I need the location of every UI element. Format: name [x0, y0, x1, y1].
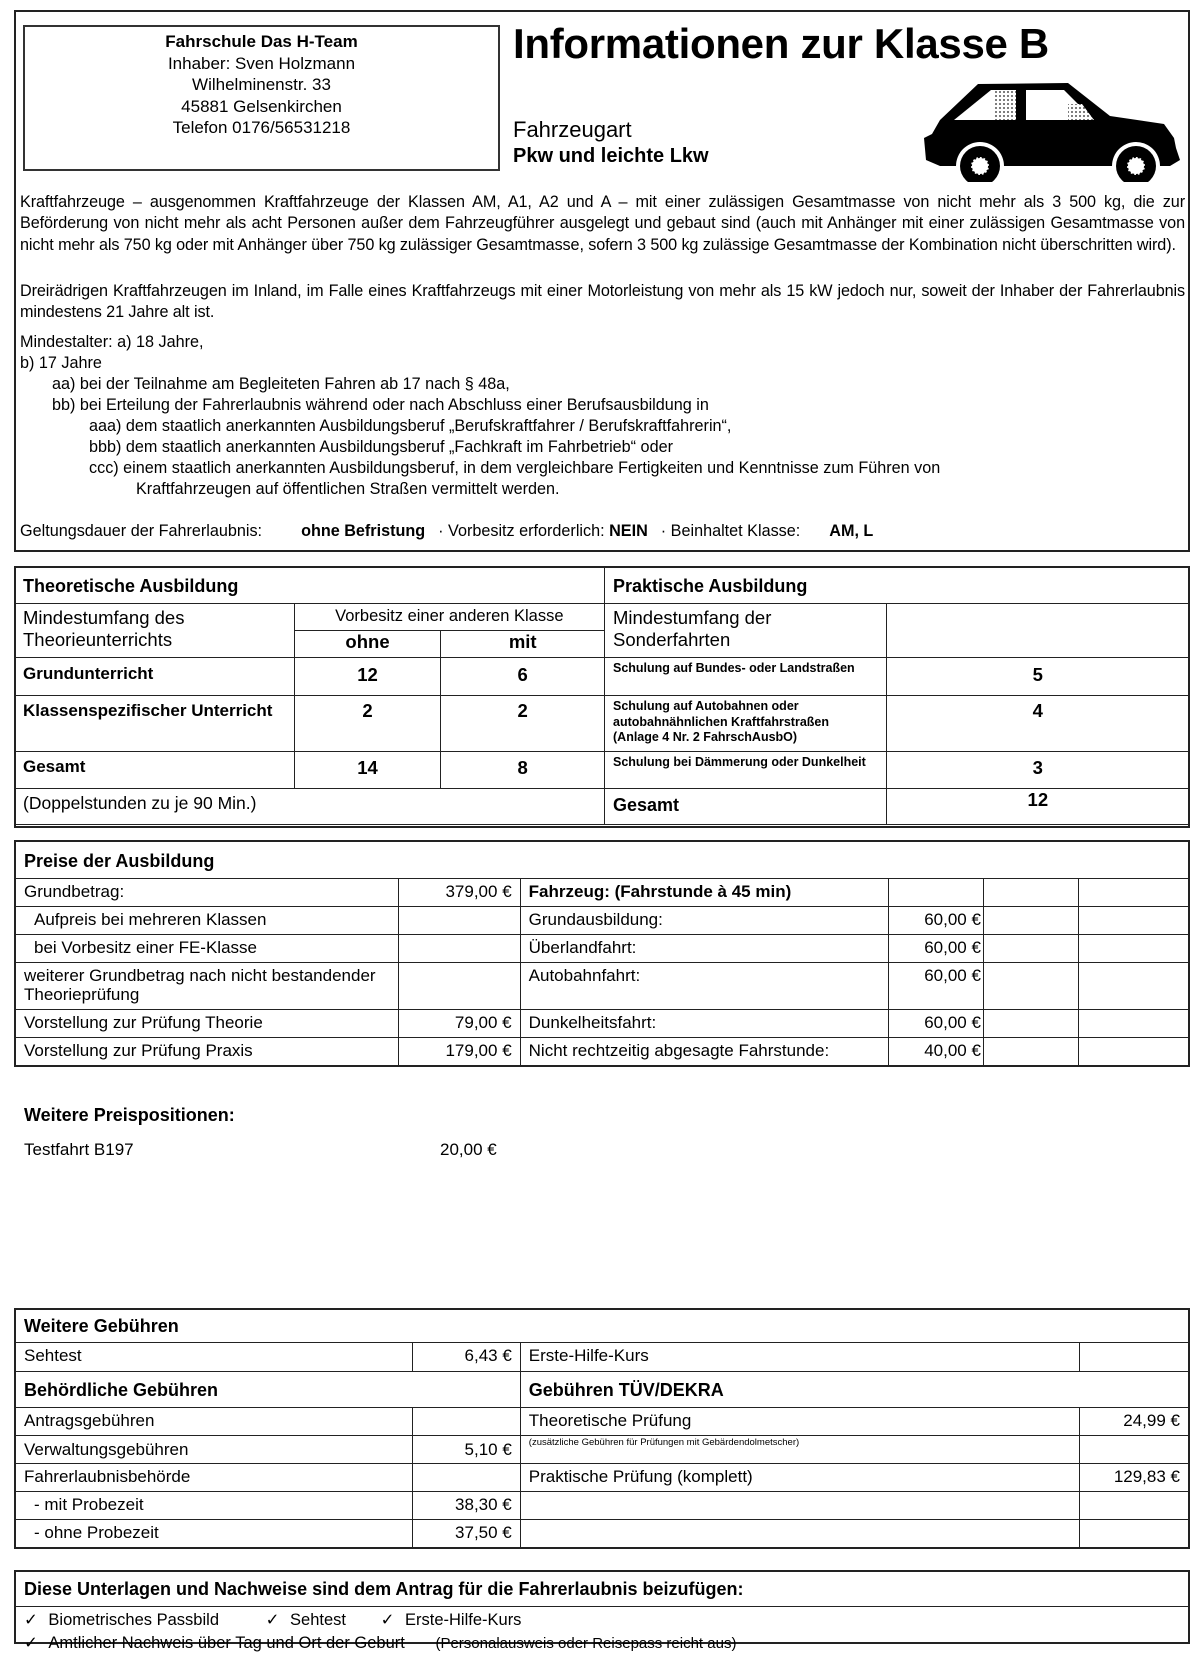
theory-row-with: 8 — [441, 752, 605, 789]
practice-total-value: 12 — [886, 789, 1189, 825]
empty-cell — [983, 962, 1078, 1009]
price-value — [398, 934, 520, 962]
empty-cell — [1078, 962, 1189, 1009]
col-without: ohne — [294, 631, 441, 658]
practice-row-label: Schulung bei Dämmerung oder Dunkelheit — [605, 752, 887, 789]
document-item: Sehtest — [290, 1611, 346, 1629]
lesson-price: 60,00 € — [889, 962, 984, 1009]
price-value: 79,00 € — [398, 1009, 520, 1037]
check-icon: ✓ — [24, 1634, 38, 1652]
document-note: (Personalausweis oder Reisepass reicht aus) — [435, 1635, 737, 1652]
prices-title: Preise der Ausbildung — [15, 841, 1189, 878]
price-value: 379,00 € — [398, 878, 520, 906]
school-city: 45881 Gelsenkirchen — [181, 96, 342, 116]
practice-row-label: Schulung auf Autobahnen oder autobahnähnlichen Kraftfahrstraßen (Anlage 4 Nr. 2 FahrschAusbO) — [605, 696, 887, 752]
theory-row-label: Grundunterricht — [15, 658, 295, 696]
tuv-fee-value: 24,99 € — [1079, 1407, 1189, 1435]
authority-fee-label: Antragsgebühren — [15, 1407, 412, 1435]
min-age-line: b) 17 Jahre — [20, 354, 102, 372]
documents-title: Diese Unterlagen und Nachweise sind dem Antrag für die Fahrerlaubnis beizufügen: — [24, 1579, 744, 1599]
authority-fee-value — [412, 1463, 520, 1491]
theory-row-with: 6 — [441, 658, 605, 696]
authority-fee-value — [412, 1407, 520, 1435]
practice-table — [604, 566, 1190, 825]
authority-fee-value: 38,30 € — [412, 1491, 520, 1519]
price-label: Grundbetrag: — [15, 878, 398, 906]
price-label: Vorstellung zur Prüfung Theorie — [15, 1009, 398, 1037]
theory-note: (Doppelstunden zu je 90 Min.) — [15, 789, 605, 825]
practice-row-value: 5 — [886, 658, 1189, 696]
lesson-price: 40,00 € — [889, 1037, 984, 1066]
authority-fee-label: Verwaltungsgebühren — [15, 1435, 412, 1463]
school-name: Fahrschule Das H-Team — [165, 32, 358, 51]
page-title: Informationen zur Klasse B — [513, 20, 1049, 67]
check-icon: ✓ — [265, 1611, 280, 1629]
school-address-box — [23, 25, 500, 171]
lesson-price: 60,00 € — [889, 906, 984, 934]
empty-cell — [983, 1009, 1078, 1037]
empty-cell — [1078, 906, 1189, 934]
validity-line — [20, 522, 873, 541]
vehicle-type-label: Fahrzeugart — [513, 117, 632, 142]
check-icon: ✓ — [24, 1611, 38, 1629]
fees-title: Weitere Gebühren — [15, 1309, 1189, 1342]
prior-required-value: NEIN — [609, 522, 648, 540]
practice-scope-label: Mindestumfang der Sonderfahrten — [605, 604, 887, 658]
empty-cell — [889, 878, 984, 906]
tuv-fee-note: (zusätzliche Gebühren für Prüfungen mit Gebärdendolmetscher) — [520, 1435, 1079, 1463]
validity-value: ohne Befristung — [301, 522, 426, 540]
min-age-line: aaa) dem staatlich anerkannten Ausbildungsberuf „Berufskraftfahrer / Berufskraftfahrerin“, — [89, 417, 732, 435]
tuv-fee-label — [520, 1491, 1079, 1519]
tuv-fee-label: Theoretische Prüfung — [520, 1407, 1079, 1435]
check-icon: ✓ — [380, 1611, 395, 1629]
theory-row-with: 2 — [441, 696, 605, 752]
first-aid-value — [1079, 1342, 1189, 1371]
extra-position-value: 20,00 € — [440, 1140, 497, 1159]
class-definition-paragraph: Kraftfahrzeuge – ausgenommen Kraftfahrzeuge der Klassen AM, A1, A2 und A – mit einer zulässigen Gesamtmasse von nicht mehr als 3 500 kg, die zur Beförderung von nicht mehr als acht Personen außer dem Fahrzeugführer ausgelegt und gebaut sind (auch mit Anhänger mit einer zulässigen Gesamtmasse von nicht mehr als 750 kg oder mit Anhänger über 750 kg zulässiger Gesamtmasse, sofern 3 500 kg zulässige Gesamtmasse der Kombination nicht überschritten wird). — [20, 193, 1185, 254]
includes-class-value: AM, L — [829, 522, 874, 540]
authority-fee-value: 37,50 € — [412, 1519, 520, 1548]
theory-scope-label: Mindestumfang des Theorieunterrichts — [15, 604, 295, 658]
price-label: Vorstellung zur Prüfung Praxis — [15, 1037, 398, 1066]
document-item: Amtlicher Nachweis über Tag und Ort der Geburt — [48, 1634, 405, 1652]
theory-row-without: 12 — [294, 658, 441, 696]
first-aid-label: Erste-Hilfe-Kurs — [520, 1342, 1079, 1371]
school-owner: Inhaber: Sven Holzmann — [167, 53, 356, 73]
practice-row-label: Schulung auf Bundes- oder Landstraßen — [605, 658, 887, 696]
theory-row-without: 14 — [294, 752, 441, 789]
authority-fee-label: Fahrerlaubnisbehörde — [15, 1463, 412, 1491]
authority-fee-label: - ohne Probezeit — [15, 1519, 412, 1548]
eye-test-label: Sehtest — [15, 1342, 412, 1371]
lesson-label: Grundausbildung: — [520, 906, 888, 934]
vehicle-type-value: Pkw und leichte Lkw — [513, 145, 709, 167]
practice-total-label: Gesamt — [605, 789, 887, 825]
min-age-line: Mindestalter: a) 18 Jahre, — [20, 333, 204, 351]
three-wheeler-paragraph: Dreirädrigen Kraftfahrzeugen im Inland, im Falle eines Kraftfahrzeugs mit einer Motorleistung von mehr als 15 kW jedoch nur, soweit der Inhaber der Fahrerlaubnis mindestens 21 Jahre alt ist. — [20, 282, 1185, 322]
theory-title: Theoretische Ausbildung — [15, 567, 605, 604]
authority-fees-title: Behördliche Gebühren — [15, 1371, 520, 1407]
lesson-price: 60,00 € — [889, 934, 984, 962]
extra-positions-title: Weitere Preispositionen: — [24, 1105, 235, 1125]
extra-position-label: Testfahrt B197 — [24, 1140, 134, 1159]
empty-cell — [1078, 1009, 1189, 1037]
price-label: weiterer Grundbetrag nach nicht bestandender Theorieprüfung — [15, 962, 398, 1009]
prices-table — [14, 840, 1190, 1067]
price-label: Aufpreis bei mehreren Klassen — [15, 906, 398, 934]
authority-fee-label: - mit Probezeit — [15, 1491, 412, 1519]
theory-table — [14, 566, 605, 825]
tuv-fee-value — [1079, 1519, 1189, 1548]
validity-label: Geltungsdauer der Fahrerlaubnis: — [20, 522, 263, 540]
min-age-line: ccc) einem staatlich anerkannten Ausbildungsberuf, in dem vergleichbare Fertigkeiten und Kenntnisse zum Führen von — [89, 459, 941, 477]
min-age-line: bbb) dem staatlich anerkannten Ausbildungsberuf „Fachkraft im Fahrbetrieb“ oder — [89, 438, 673, 456]
theory-row-label: Klassenspezifischer Unterricht — [15, 696, 295, 752]
school-phone: Telefon 0176/56531218 — [172, 118, 351, 137]
lesson-label: Überlandfahrt: — [520, 934, 888, 962]
empty-cell — [983, 878, 1078, 906]
document-item: Biometrisches Passbild — [48, 1611, 219, 1629]
documents-divider — [16, 1606, 1188, 1607]
tuv-fee-label — [520, 1519, 1079, 1548]
lesson-label: Autobahnfahrt: — [520, 962, 888, 1009]
vehicle-header: Fahrzeug: (Fahrstunde à 45 min) — [520, 878, 888, 906]
tuv-fee-label: Praktische Prüfung (komplett) — [520, 1463, 1079, 1491]
car-icon — [918, 78, 1202, 182]
tuv-fee-value — [1079, 1491, 1189, 1519]
authority-fee-value: 5,10 € — [412, 1435, 520, 1463]
tuv-fee-value: 129,83 € — [1079, 1463, 1189, 1491]
lesson-price: 60,00 € — [889, 1009, 984, 1037]
empty-cell — [1078, 878, 1189, 906]
lesson-label: Dunkelheitsfahrt: — [520, 1009, 888, 1037]
required-documents-section — [14, 1570, 1190, 1652]
empty-cell — [1078, 1037, 1189, 1066]
min-age-line: aa) bei der Teilnahme am Begleiteten Fahren ab 17 nach § 48a, — [52, 375, 510, 393]
prior-required-label: · Vorbesitz erforderlich: — [438, 522, 605, 540]
documents-row-2 — [24, 1633, 736, 1653]
empty-cell — [983, 906, 1078, 934]
price-value — [398, 962, 520, 1009]
includes-class-label: · Beinhaltet Klasse: — [660, 522, 801, 540]
prior-class-header: Vorbesitz einer anderen Klasse — [294, 604, 604, 631]
practice-title: Praktische Ausbildung — [605, 567, 1190, 604]
documents-row-1 — [24, 1610, 521, 1630]
theory-row-label: Gesamt — [15, 752, 295, 789]
price-label: bei Vorbesitz einer FE-Klasse — [15, 934, 398, 962]
tuv-fee-value — [1079, 1435, 1189, 1463]
fees-table — [14, 1308, 1190, 1549]
practice-row-value: 4 — [886, 696, 1189, 752]
min-age-line: bb) bei Erteilung der Fahrerlaubnis während oder nach Abschluss einer Berufsausbildung in — [52, 396, 709, 414]
practice-row-value: 3 — [886, 752, 1189, 789]
eye-test-value: 6,43 € — [412, 1342, 520, 1371]
empty-cell — [983, 1037, 1078, 1066]
min-age-line: Kraftfahrzeugen auf öffentlichen Straßen vermittelt werden. — [136, 480, 560, 498]
empty-cell — [983, 934, 1078, 962]
price-value: 179,00 € — [398, 1037, 520, 1066]
document-item: Erste-Hilfe-Kurs — [405, 1611, 522, 1629]
theory-row-without: 2 — [294, 696, 441, 752]
empty-cell — [1078, 934, 1189, 962]
col-with: mit — [441, 631, 605, 658]
price-value — [398, 906, 520, 934]
practice-scope-value — [886, 604, 1189, 658]
school-street: Wilhelminenstr. 33 — [192, 75, 331, 94]
lesson-label: Nicht rechtzeitig abgesagte Fahrstunde: — [520, 1037, 888, 1066]
tuv-fees-title: Gebühren TÜV/DEKRA — [520, 1371, 1189, 1407]
